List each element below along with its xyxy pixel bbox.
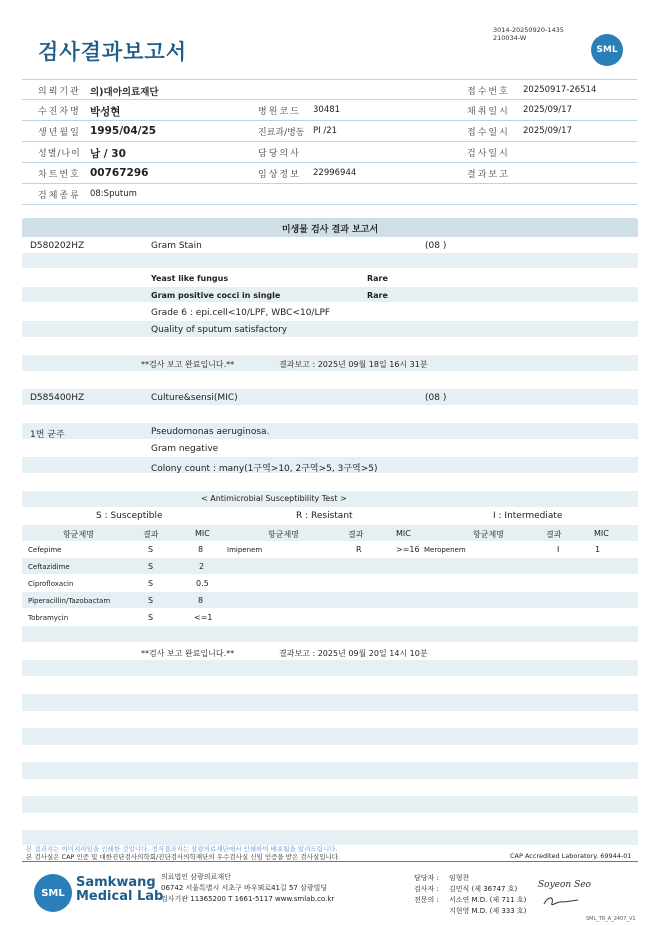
ast-result: S (148, 545, 154, 554)
institution-value: 의)대아의료재단 (90, 87, 159, 98)
dept-label: 진료과/병동 (258, 128, 305, 138)
ast-result: S (148, 579, 154, 588)
row-band (22, 762, 638, 779)
org-name: 의료법인 삼광의료재단 (161, 873, 231, 881)
page-title: 검사결과보고서 (38, 40, 188, 64)
legend-r: R : Resistant (296, 511, 353, 521)
ast-mic: 2 (199, 562, 205, 571)
staff-name: 임형찬 (449, 874, 470, 882)
row-band (22, 321, 638, 337)
row-band (22, 660, 638, 676)
finding-label: Gram positive cocci in single (151, 291, 281, 300)
row-band (22, 728, 638, 745)
divider (22, 120, 637, 121)
culture-code: D585400HZ (30, 393, 85, 403)
org-address: 06742 서울특별시 서초구 바우뫼로41길 57 삼광빌딩 (161, 884, 328, 892)
staff-label: 검사자 : (414, 885, 439, 893)
culture-num: (08 ) (425, 393, 447, 403)
divider (22, 162, 637, 163)
divider (22, 99, 637, 100)
image-notice: 본 결과지는 이미지파일을 인쇄한 것입니다. 정식결과지는 삼광의료재단에서 인쇄하여 배포됨을 알려드립니다. (26, 845, 338, 853)
organism-name: Pseudomonas aeruginosa. (151, 427, 270, 437)
signature-scribble (540, 894, 580, 908)
accreditation-notice: 본 검사실은 CAP 인증 및 대한진단검사의학회/진단검사의학재단의 우수검사실 신임 인증을 받은 검사실입니다. (26, 853, 341, 861)
finding-label: Yeast like fungus (151, 274, 229, 283)
culture-complete: **검사 보고 완료입니다.** (141, 649, 235, 658)
finding-result: Rare (367, 274, 388, 283)
divider (22, 204, 637, 205)
organization-info (161, 872, 334, 905)
ast-mic: >=16 (396, 545, 420, 554)
receipt-date-value: 2025/09/17 (523, 126, 572, 136)
col-result: 결과 (143, 530, 159, 539)
organism-gram: Gram negative (151, 444, 219, 454)
culture-name: Culture&sensi(MIC) (151, 393, 238, 403)
ast-drug: Meropenem (424, 546, 466, 554)
ast-drug: Ciprofloxacin (28, 580, 74, 588)
ast-result: S (148, 562, 154, 571)
ast-result: S (148, 596, 154, 605)
chart-no-label: 차트번호 (38, 170, 81, 180)
ast-drug: Ceftazidime (28, 563, 70, 571)
staff-label: 전문의 : (414, 896, 439, 904)
receipt-no-value: 20250917-26514 (523, 85, 597, 95)
col-mic: MIC (195, 529, 210, 538)
report-label: 결과보고 (467, 170, 510, 180)
ast-drug: Cefepime (28, 546, 62, 554)
doctor-label: 담당의사 (258, 149, 301, 159)
specimen-label: 검체종류 (38, 191, 81, 201)
sex-age-value: 남 / 30 (90, 148, 126, 160)
cap-accreditation: CAP Accredited Laboratory. 69944-01 (510, 852, 632, 860)
col-mic: MIC (396, 529, 411, 538)
row-band (22, 558, 638, 574)
sml-footer-logo: SML (34, 874, 72, 912)
ast-mic: 8 (198, 596, 204, 605)
gram-complete: **검사 보고 완료입니다.** (141, 360, 235, 369)
staff-label: 담당자 : (414, 874, 439, 882)
divider (22, 183, 637, 184)
clinical-value: 22996944 (313, 168, 357, 178)
company-name-line1: Samkwang (76, 875, 156, 890)
divider (22, 79, 637, 80)
staff-name: 김민식 (제 36747 호) (449, 885, 518, 893)
signature: Soyeon Seo (538, 880, 591, 890)
patient-label: 수진자명 (38, 107, 81, 117)
ast-mic: 1 (595, 545, 601, 554)
colony-count: Colony count : many(1구역>10, 2구역>5, 3구역>5) (151, 464, 378, 474)
row-band (22, 389, 638, 405)
sex-age-label: 성별/나이 (38, 149, 81, 159)
document-id-line2: 210034-W (493, 34, 527, 42)
dept-value: PI /21 (313, 126, 338, 136)
ast-title: < Antimicrobial Susceptibility Test > (201, 494, 347, 503)
staff-name: 지현영 M.D. (제 333 호) (449, 907, 527, 915)
ast-drug: Tobramycin (28, 614, 69, 622)
row-band (22, 694, 638, 711)
divider (22, 141, 637, 142)
document-id-line1: 3014-20250920-1435 (493, 26, 564, 34)
gram-grade: Grade 6 : epi.cell<10/LPF, WBC<10/LPF (151, 308, 331, 318)
ast-mic: <=1 (194, 613, 213, 622)
row-band (22, 423, 638, 439)
legend-s: S : Susceptible (96, 511, 163, 521)
row-band (22, 253, 638, 268)
collect-date-label: 채취일시 (467, 107, 510, 117)
gram-name: Gram Stain (151, 241, 202, 251)
organism-label: 1번 균주 (30, 430, 65, 440)
receipt-date-label: 접수일시 (467, 128, 510, 138)
legend-i: I : Intermediate (493, 511, 563, 521)
test-date-label: 검사일시 (467, 149, 510, 159)
hospital-code-label: 병원코드 (258, 107, 301, 117)
col-drug: 항균제명 (473, 530, 504, 539)
staff-name: 서소연 M.D. (제 711 호) (449, 896, 527, 904)
gram-reported: 결과보고 : 2025년 09월 18일 16시 31분 (279, 360, 428, 369)
collect-date-value: 2025/09/17 (523, 105, 572, 115)
col-drug: 항균제명 (63, 530, 94, 539)
row-band (22, 592, 638, 608)
company-name (76, 876, 163, 904)
gram-quality: Quality of sputum satisfactory (151, 325, 288, 335)
company-name-line2: Medical Lab (76, 889, 164, 904)
col-result: 결과 (546, 530, 562, 539)
col-result: 결과 (348, 530, 364, 539)
sml-logo: SML (591, 34, 623, 66)
ast-result: S (148, 613, 154, 622)
clinical-label: 임상정보 (258, 170, 301, 180)
dob-value: 1995/04/25 (90, 125, 157, 137)
footer-divider (22, 861, 638, 862)
section-title: 미생물 검사 결과 보고서 (281, 225, 379, 235)
patient-value: 박성현 (90, 106, 121, 118)
col-drug: 항균제명 (268, 530, 299, 539)
row-band (22, 796, 638, 813)
culture-reported: 결과보고 : 2025년 09월 20일 14시 10분 (279, 649, 428, 658)
col-mic: MIC (594, 529, 609, 538)
ast-result: R (356, 545, 362, 554)
gram-code: D580202HZ (30, 241, 85, 251)
org-contact: 검사기관 11365200 T 1661-5117 www.smlab.co.kr (161, 895, 335, 903)
receipt-no-label: 접수번호 (467, 87, 510, 97)
finding-result: Rare (367, 291, 388, 300)
ast-mic: 8 (198, 545, 204, 554)
hospital-code-value: 30481 (313, 105, 341, 115)
row-band (22, 626, 638, 642)
row-band (22, 287, 638, 302)
chart-no-value: 00767296 (90, 167, 149, 179)
institution-label: 의뢰기관 (38, 87, 81, 97)
row-band (22, 830, 638, 845)
ast-result: I (557, 545, 560, 554)
document-id (493, 26, 564, 42)
ast-drug: Piperacillin/Tazobactam (28, 597, 111, 605)
gram-num: (08 ) (425, 241, 447, 251)
specimen-value: 08:Sputum (90, 189, 137, 199)
ast-drug: Imipenem (227, 546, 263, 554)
dob-label: 생년월일 (38, 128, 81, 138)
form-code: SML_TR_A_2407_V1 (586, 916, 636, 922)
ast-mic: 0.5 (196, 579, 209, 588)
